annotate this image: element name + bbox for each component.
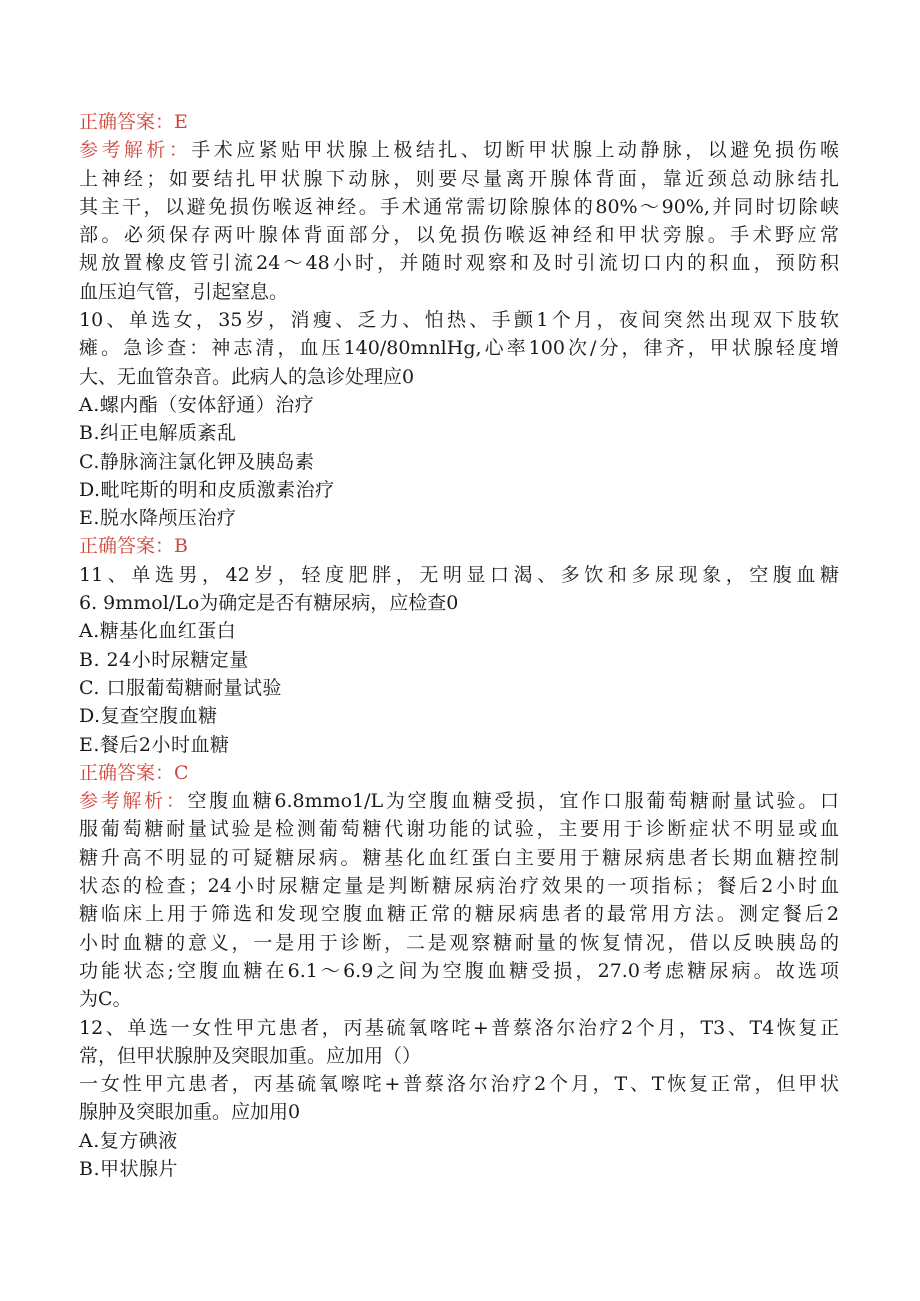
answer-label: 正确答案： [79, 535, 175, 558]
q11-option-d: D.复查空腹血糖 [79, 705, 218, 728]
analysis-label: 参考解析： [79, 790, 188, 813]
q10-option-a: A.螺内酯（安体舒通）治疗 [79, 393, 315, 416]
q12-stem-line: 腺肿及突眼加重。应加用0 [79, 1101, 301, 1124]
q11-analysis-line: 服葡萄糖耐量试验是检测葡萄糖代谢功能的试验，主要用于诊断症状不明显或血 [79, 818, 839, 841]
q10-option-d: D.毗咤斯的明和皮质激素治疗 [79, 478, 335, 501]
q10-option-e: E.脱水降颅压治疗 [79, 507, 237, 530]
q10-stem-line: 瘫。急诊查：神志清，血压140/80mnlHg,心率100次/分，律齐，甲状腺轻度增 [79, 337, 839, 360]
q10-answer [79, 532, 839, 560]
q10-option-b: B.纠正电解质紊乱 [79, 422, 237, 445]
q11-analysis-line: 功能状态;空腹血糖在6.1～6.9之间为空腹血糖受损，27.0考虑糖尿病。故选项 [79, 959, 839, 982]
analysis-text: 手术应紧贴甲状腺上极结扎、切断甲状腺上动静脉，以避免损伤喉 [191, 139, 839, 162]
q11-stem-line: 11、单选男，42岁，轻度肥胖，无明显口渴、多饮和多尿现象，空腹血糖 [79, 563, 839, 586]
q11-analysis-line: 状态的检查；24小时尿糖定量是判断糖尿病治疗效果的一项指标；餐后2小时血 [79, 875, 839, 898]
q11-analysis-line: 糖临床上用于筛选和发现空腹血糖正常的糖尿病患者的最常用方法。测定餐后2 [79, 903, 839, 926]
answer-label: 正确答案： [79, 111, 175, 133]
q12-stem-line: 常，但甲状腺肿及突眼加重。应加用（） [79, 1044, 422, 1067]
q9-analysis-line: 血压迫气管，引起窒息。 [79, 280, 289, 303]
analysis-text: 空腹血糖6.8mmo1/L为空腹血糖受损，宜作口服葡萄糖耐量试验。口 [187, 790, 839, 813]
q10-stem-line: 10、单选女，35岁，消瘦、乏力、怕热、手颤1个月，夜间突然出现双下肢软 [79, 309, 839, 332]
q11-option-c: C. 口服葡萄糖耐量试验 [79, 676, 282, 699]
q11-stem-line: 6. 9mmol/Lo为确定是否有糖尿病，应检查0 [79, 592, 459, 615]
q11-option-b: B. 24小时尿糖定量 [79, 648, 249, 671]
analysis-label: 参考解析： [79, 139, 192, 162]
q11-analysis-line: 糖升高不明显的可疑糖尿病。糖基化血红蛋白主要用于糖尿病患者长期血糖控制 [79, 846, 839, 869]
answer-value: B [174, 535, 188, 558]
answer-value: C [174, 761, 189, 784]
q12-option-b: B.甲状腺片 [79, 1157, 179, 1180]
q11-option-e: E.餐后2小时血糖 [79, 733, 230, 756]
answer-label: 正确答案： [79, 761, 175, 784]
q12-stem-line: 一女性甲亢患者，丙基硫氧嚓咤+普蔡洛尔治疗2个月，T、T恢复正常，但甲状 [79, 1073, 839, 1096]
answer-value: E [174, 111, 188, 133]
q11-analysis-line: 小时血糖的意义，一是用于诊断，二是观察糖耐量的恢复情况，借以反映胰岛的 [79, 931, 839, 954]
q9-analysis-line [79, 136, 839, 164]
q9-analysis-line: 规放置橡皮管引流24～48小时，并随时观察和及时引流切口内的积血，预防积 [79, 252, 839, 275]
q10-option-c: C.静脉滴注氯化钾及胰岛素 [79, 450, 315, 473]
q9-analysis-line: 部。必须保存两叶腺体背面部分，以免损伤喉返神经和甲状旁腺。手术野应常 [79, 224, 839, 247]
q12-stem-line: 12、单选一女性甲亢患者，丙基硫氧喀咤+普蔡洛尔治疗2个月，T3、T4恢复正 [79, 1016, 839, 1039]
q9-analysis-line: 上神经；如要结扎甲状腺下动脉，则要尽量离开腺体背面，靠近颈总动脉结扎 [79, 167, 839, 190]
document-page [79, 108, 839, 1183]
q9-analysis-line: 其主干，以避免损伤喉返神经。手术通常需切除腺体的80%～90%,并同时切除峡 [79, 195, 839, 218]
q12-option-a: A.复方碘液 [79, 1129, 178, 1152]
q11-option-a: A.糖基化血红蛋白 [79, 620, 237, 643]
q11-analysis-line: 为C。 [79, 988, 132, 1011]
q10-stem-line: 大、无血管杂音。此病人的急诊处理应0 [79, 365, 415, 388]
q9-answer [79, 108, 839, 136]
q11-analysis-line [79, 787, 839, 815]
q11-answer [79, 759, 839, 787]
